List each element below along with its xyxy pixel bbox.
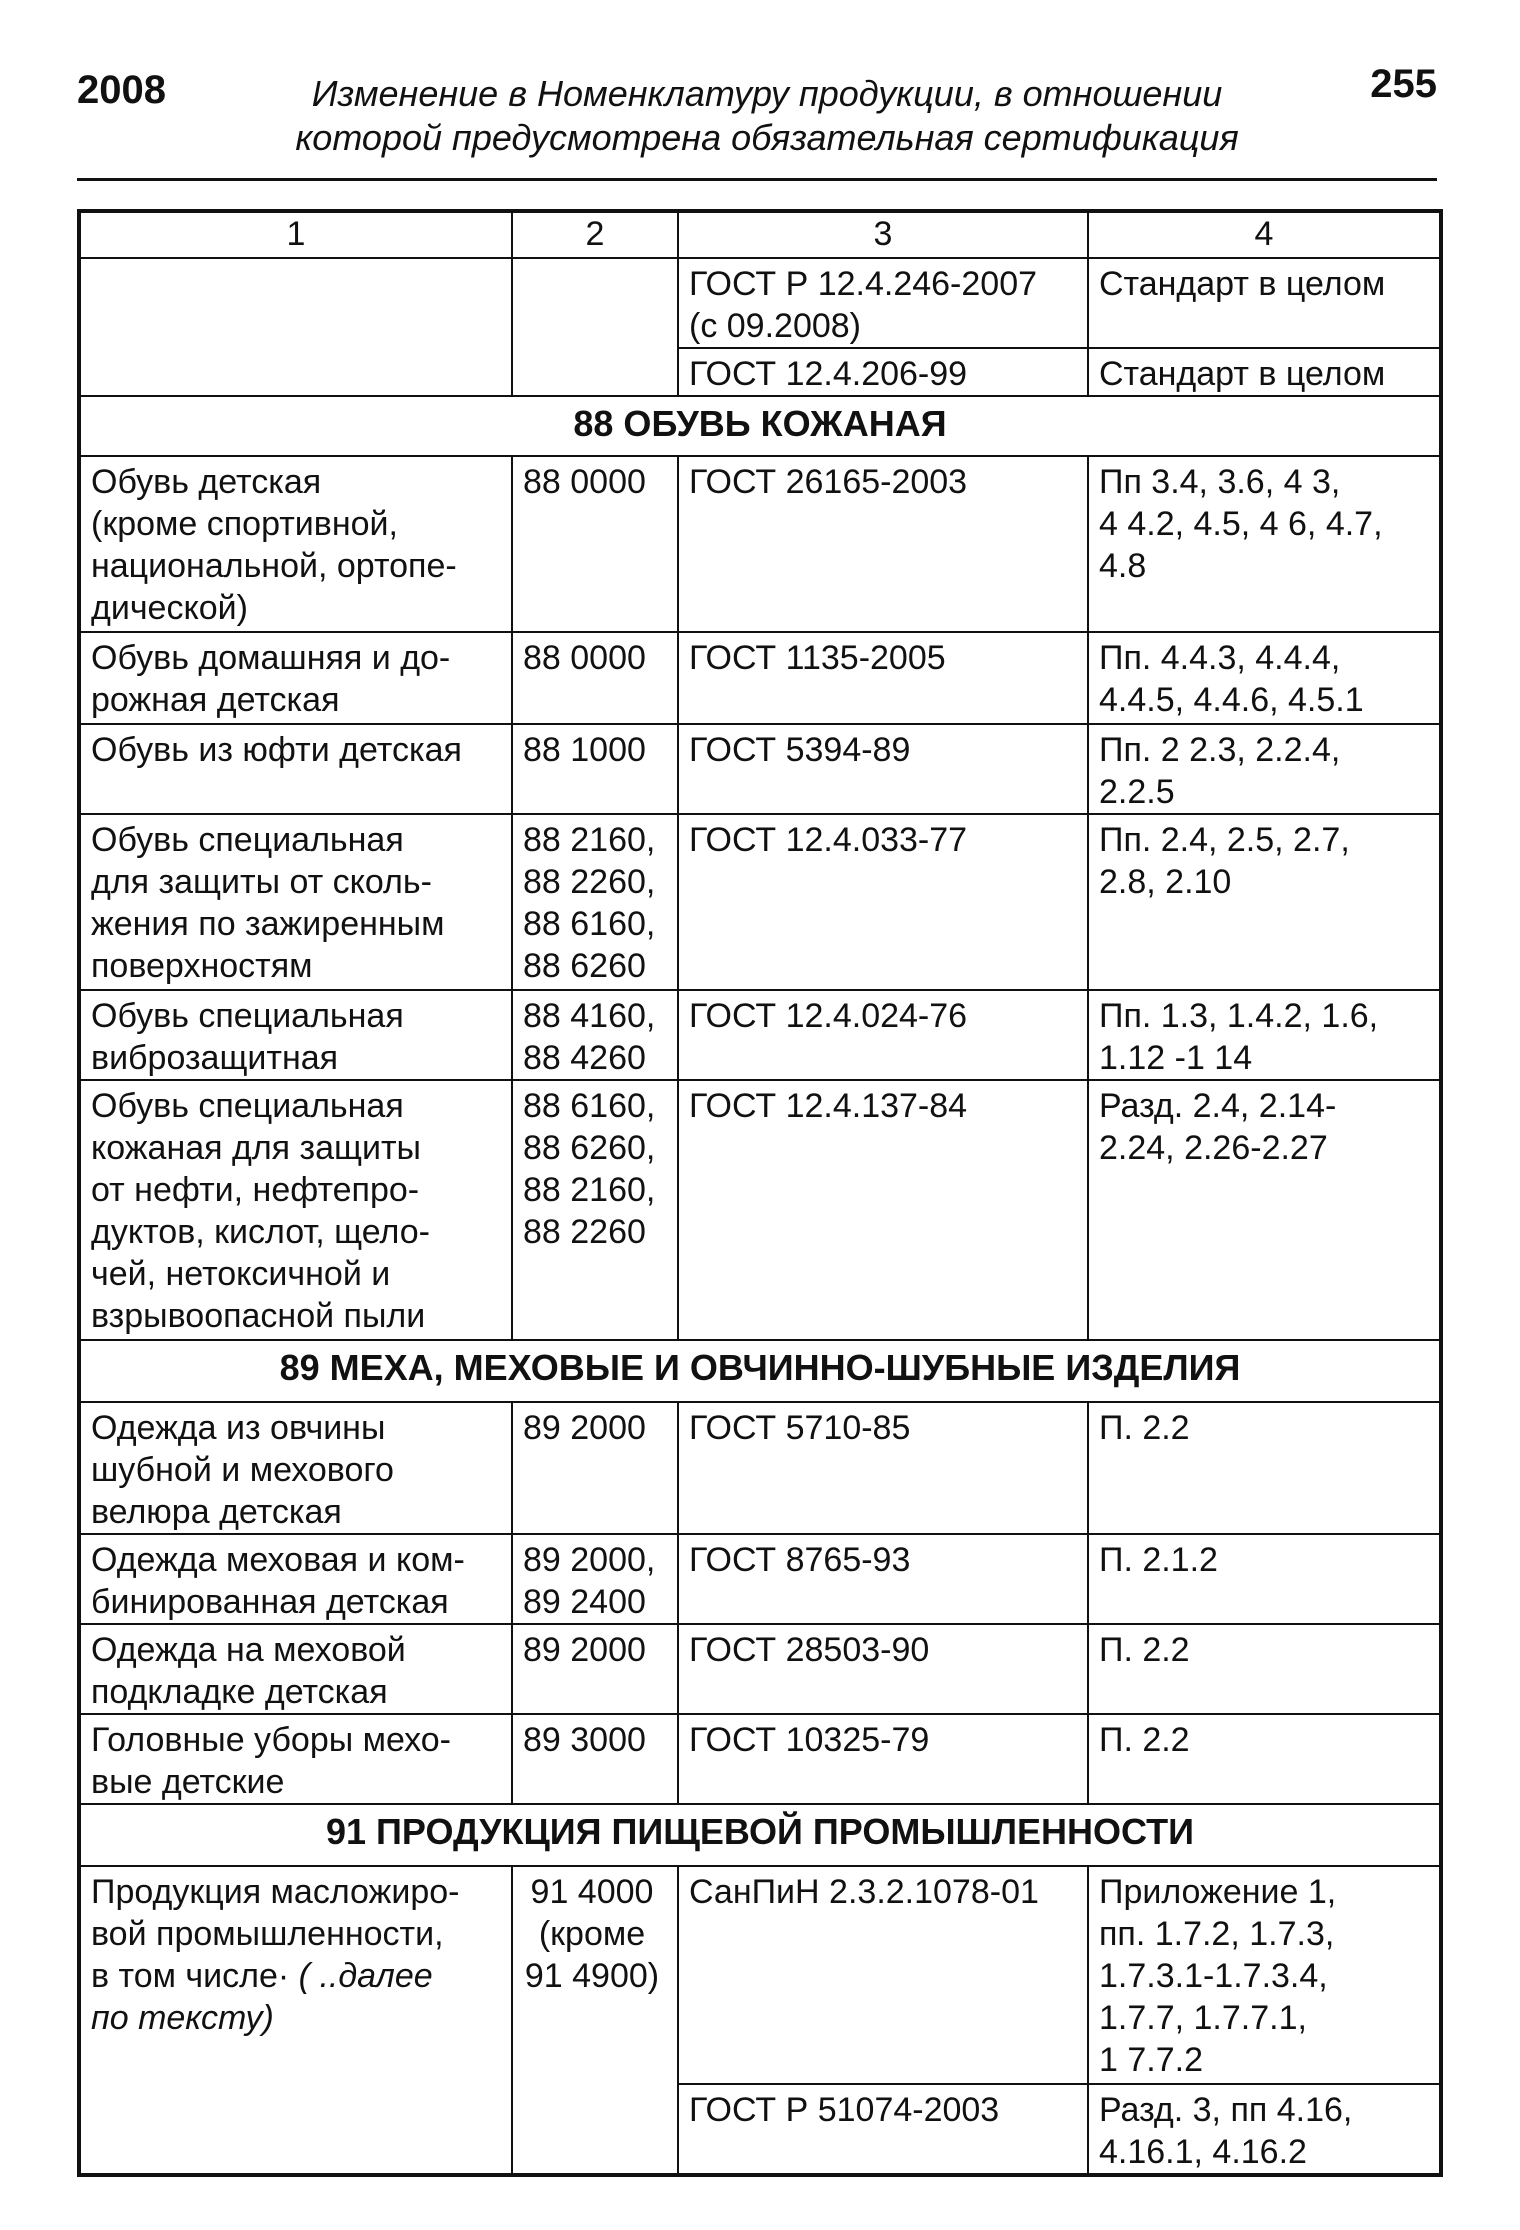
- section-heading-row: [79, 1804, 1441, 1866]
- table-row: [79, 258, 1441, 348]
- product-cell: Обувь специальная для защиты от сколь- жения по зажиренным поверхностям: [79, 814, 512, 990]
- standard-cell: ГОСТ Р 51074-2003: [678, 2084, 1088, 2175]
- column-number: 2: [512, 211, 678, 258]
- code-cell: 89 3000: [512, 1714, 678, 1804]
- header-rule: [77, 178, 1437, 181]
- table-row: [79, 632, 1441, 724]
- section-heading-row: [79, 396, 1441, 456]
- standard-cell: ГОСТ 12.4.033-77: [678, 814, 1088, 990]
- standard-cell: ГОСТ 5710-85: [678, 1402, 1088, 1534]
- standard-cell: ГОСТ 12.4.206-99: [678, 348, 1088, 396]
- clauses-cell: Пп. 4.4.3, 4.4.4, 4.4.5, 4.4.6, 4.5.1: [1088, 632, 1441, 724]
- code-cell: 88 0000: [512, 456, 678, 632]
- clauses-cell: П. 2.2: [1088, 1714, 1441, 1804]
- clauses-cell: Пп. 2 2.3, 2.2.4, 2.2.5: [1088, 724, 1441, 814]
- product-cell: Головные уборы мехо- вые детские: [79, 1714, 512, 1804]
- standard-cell: ГОСТ 12.4.137-84: [678, 1080, 1088, 1340]
- clauses-cell: Пп. 2.4, 2.5, 2.7, 2.8, 2.10: [1088, 814, 1441, 990]
- column-number-row: [79, 211, 1441, 258]
- product-cell: [79, 1866, 512, 2175]
- column-number: 3: [678, 211, 1088, 258]
- standard-cell: ГОСТ 12.4.024-76: [678, 990, 1088, 1080]
- clauses-cell: П. 2.1.2: [1088, 1534, 1441, 1624]
- continuation-note: ( ..далее по тексту): [91, 1957, 433, 2037]
- table-row: [79, 724, 1441, 814]
- table-row: [79, 1402, 1441, 1534]
- standard-cell: ГОСТ 5394-89: [678, 724, 1088, 814]
- product-cell: [79, 258, 512, 396]
- certification-table: [77, 209, 1443, 2177]
- clauses-cell: Приложение 1, пп. 1.7.2, 1.7.3, 1.7.3.1-1.7.3.4, 1.7.7, 1.7.7.1, 1 7.7.2: [1088, 1866, 1441, 2084]
- running-title: Изменение в Номенклатуру продукции, в отношении которой предусмотрена обязательная сертификация: [295, 73, 1239, 158]
- product-cell: Одежда из овчины шубной и мехового велюра детская: [79, 1402, 512, 1534]
- clauses-cell: П. 2.2: [1088, 1402, 1441, 1534]
- product-cell: Обувь специальная кожаная для защиты от нефти, нефтепро- дуктов, кислот, щело- чей, нетоксичной и взрывоопасной пыли: [79, 1080, 512, 1340]
- table-row: [79, 456, 1441, 632]
- code-cell: [512, 258, 678, 396]
- code-cell: 88 2160, 88 2260, 88 6160, 88 6260: [512, 814, 678, 990]
- page-number: 255: [1370, 62, 1437, 106]
- column-number: 1: [79, 211, 512, 258]
- product-cell: Обувь домашняя и до- рожная детская: [79, 632, 512, 724]
- column-number: 4: [1088, 211, 1441, 258]
- section-heading-row: [79, 1340, 1441, 1402]
- clauses-cell: Разд. 3, пп 4.16, 4.16.1, 4.16.2: [1088, 2084, 1441, 2175]
- standard-cell: ГОСТ 10325-79: [678, 1714, 1088, 1804]
- table-row: [79, 990, 1441, 1080]
- table-row: [79, 1624, 1441, 1714]
- code-cell: 88 6160, 88 6260, 88 2160, 88 2260: [512, 1080, 678, 1340]
- table-row: [79, 1714, 1441, 1804]
- standard-cell: ГОСТ Р 12.4.246-2007 (с 09.2008): [678, 258, 1088, 348]
- section-title-91: 91 ПРОДУКЦИЯ ПИЩЕВОЙ ПРОМЫШЛЕННОСТИ: [79, 1804, 1441, 1866]
- table-row: [79, 1080, 1441, 1340]
- clauses-cell: Пп 3.4, 3.6, 4 3, 4 4.2, 4.5, 4 6, 4.7, 4.8: [1088, 456, 1441, 632]
- standard-cell: ГОСТ 26165-2003: [678, 456, 1088, 632]
- standard-cell: ГОСТ 1135-2005: [678, 632, 1088, 724]
- code-cell: 88 1000: [512, 724, 678, 814]
- table-row: [79, 1534, 1441, 1624]
- section-title-88: 88 ОБУВЬ КОЖАНАЯ: [79, 396, 1441, 456]
- year-label: 2008: [77, 68, 166, 112]
- table-row: [79, 814, 1441, 990]
- code-cell: 88 4160, 88 4260: [512, 990, 678, 1080]
- standard-cell: ГОСТ 28503-90: [678, 1624, 1088, 1714]
- code-cell: 89 2000: [512, 1624, 678, 1714]
- clauses-cell: Пп. 1.3, 1.4.2, 1.6, 1.12 -1 14: [1088, 990, 1441, 1080]
- product-text: Продукция масложиро- вой промышленности, в том числе·: [91, 1873, 460, 1995]
- product-cell: Обувь специальная виброзащитная: [79, 990, 512, 1080]
- clauses-cell: П. 2.2: [1088, 1624, 1441, 1714]
- clauses-cell: Стандарт в целом: [1088, 348, 1441, 396]
- page-header: [77, 60, 1437, 180]
- standard-cell: ГОСТ 8765-93: [678, 1534, 1088, 1624]
- product-cell: Обувь детская (кроме спортивной, национальной, ортопе- дической): [79, 456, 512, 632]
- product-cell: Обувь из юфти детская: [79, 724, 512, 814]
- clauses-cell: Стандарт в целом: [1088, 258, 1441, 348]
- clauses-cell: Разд. 2.4, 2.14- 2.24, 2.26-2.27: [1088, 1080, 1441, 1340]
- code-cell: 88 0000: [512, 632, 678, 724]
- product-cell: Одежда меховая и ком- бинированная детская: [79, 1534, 512, 1624]
- code-cell: 89 2000: [512, 1402, 678, 1534]
- table-row: [79, 1866, 1441, 2084]
- section-title-89: 89 МЕХА, МЕХОВЫЕ И ОВЧИННО-ШУБНЫЕ ИЗДЕЛИЯ: [79, 1340, 1441, 1402]
- standard-cell: СанПиН 2.3.2.1078-01: [678, 1866, 1088, 2084]
- product-cell: Одежда на меховой подкладке детская: [79, 1624, 512, 1714]
- code-cell: 91 4000 (кроме 91 4900): [512, 1866, 678, 2175]
- code-cell: 89 2000, 89 2400: [512, 1534, 678, 1624]
